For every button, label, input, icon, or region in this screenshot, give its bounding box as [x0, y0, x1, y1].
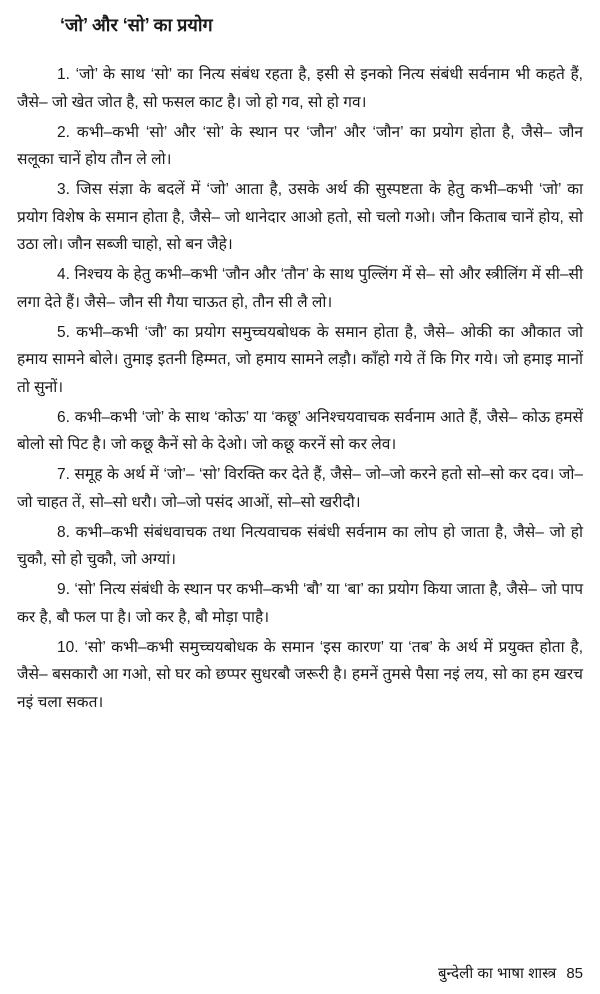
paragraph-10: 10. ‘सो’ कभी–कभी समुच्चयबोधक के समान ‘इस कारण’ या ‘तब’ के अर्थ में प्रयुक्त होता है, जैसे– बसकारौ आ गओ, सो घर को छप्पर सुधरबौ जरूरी है। हमनें तुमसे पैसा नइं लय, सो का हम खरच नइं चला सकत।	[17, 638, 583, 711]
paragraph-5: 5. कभी–कभी ‘जौ’ का प्रयोग समुच्चयबोधक के समान होता है, जैसे– ओकी का औकात जो हमाय सामने बोले। तुमाइ इतनी हिम्मत, जो हमाय सामने लड़ौ। कॉंहो गये तें कि गिर गये। जो हमाइ मानों तो सुनों।	[17, 323, 583, 396]
paragraph-7: 7. समूह के अर्थ में ‘जो’– ‘सो’ विरक्ति कर देते हैं, जैसे– जो–जो करने हतो सो–सो कर दव। जो–जो चाहत तें, सो–सो धरौ। जो–जो पसंद आओं, सो–सो खरीदौ।	[17, 466, 583, 511]
paragraph-6: 6. कभी–कभी ‘जो’ के साथ ‘कोऊ’ या ‘कछू’ अनिश्चयवाचक सर्वनाम आते हैं, जैसे– कोऊ हमसें बोलो सो पिट है। जो कछू कैनें सो के देओ। जो कछू करनें सो कर लेव।	[17, 408, 583, 453]
paragraph-9: 9. ‘सो’ नित्य संबंधी के स्थान पर कभी–कभी ‘बौ’ या ‘बा’ का प्रयोग किया जाता है, जैसे– जो पाप कर है, बौ फल पा है। जो कर है, बौ मोड़ा पाहै।	[17, 581, 583, 626]
body-text	[17, 61, 583, 719]
running-title: बुन्देली का भाषा शास्त्र	[437, 965, 557, 982]
paragraph-2: 2. कभी–कभी ‘सो’ और ‘सो’ के स्थान पर ‘जौन’ और ‘जौन’ का प्रयोग होता है, जैसे– जौन सलूका चानें होय तौन ले लो।	[17, 123, 583, 168]
page-number: 85	[566, 965, 583, 982]
paragraph-4: 4. निश्चय के हेतु कभी–कभी ‘जौन और ‘तौन’ के साथ पुल्लिंग में से– सो और स्त्रीलिंग में सी–सी लगा देते हैं। जैसे– जौन सी गैया चाऊत हो, तौन सी लै लो।	[17, 266, 583, 311]
section-heading: ‘जो’ और ‘सो’ का प्रयोग	[60, 15, 213, 35]
page-footer	[438, 962, 583, 986]
paragraph-3: 3. जिस संज्ञा के बदलें में ‘जो’ आता है, उसके अर्थ की सुस्पष्टता के हेतु कभी–कभी ‘जो’ का प्रयोग विशेष के समान होता है, जैसे– जो थानेदार आओ हतो, सो चलो गओ। जौन किताब चानें होय, सो उठा लो। जौन सब्जी चाहो, सो बन जैहे।	[17, 181, 583, 253]
paragraph-8: 8. कभी–कभी संबंधवाचक तथा नित्यवाचक संबंधी सर्वनाम का लोप हो जाता है, जैसे– जो हो चुकौ, सो हो चुकौ, जो अग्यां।	[17, 523, 583, 568]
paragraph-1: 1. ‘जो’ के साथ ‘सो’ का नित्य संबंध रहता है, इसी से इनको नित्य संबंधी सर्वनाम भी कहते हैं, जैसे– जो खेत जोत है, सो फसल काट है। जो हो गव, सो हो गव।	[17, 66, 583, 111]
